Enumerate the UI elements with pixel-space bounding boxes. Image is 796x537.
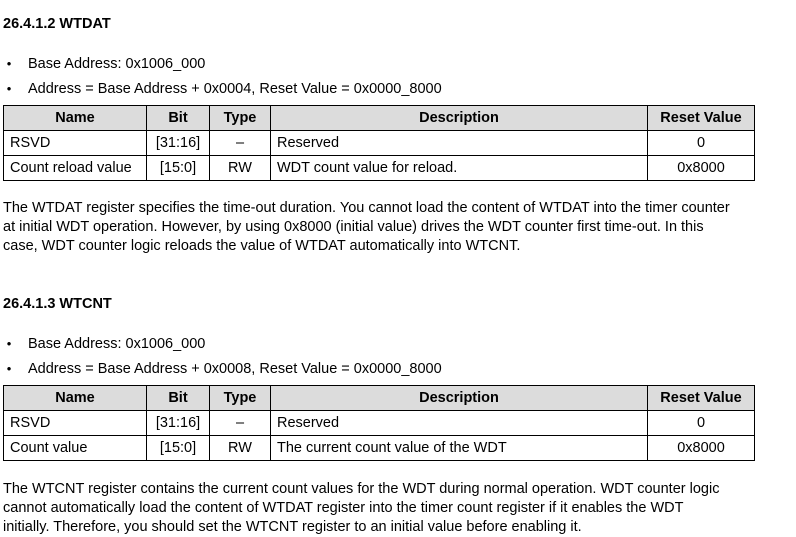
bullet-text: Address = Base Address + 0x0008, Reset Value = 0x0000_8000 [28, 361, 442, 377]
cell-type: RW [210, 156, 271, 181]
table-row [4, 411, 755, 436]
cell-reset-value: 0x8000 [648, 156, 755, 181]
column-header-type: Type [210, 386, 271, 411]
register-table [3, 385, 755, 461]
column-header-name: Name [4, 386, 147, 411]
column-header-reset-value: Reset Value [648, 386, 755, 411]
bullet-icon: • [6, 56, 12, 71]
bullet-list [3, 54, 755, 99]
cell-bit: [31:16] [147, 411, 210, 436]
bullet-icon: • [6, 336, 12, 351]
cell-type: RW [210, 436, 271, 461]
bullet-item [3, 79, 755, 99]
bullet-item [3, 334, 755, 354]
table-row [4, 436, 755, 461]
register-table [3, 105, 755, 181]
column-header-reset-value: Reset Value [648, 106, 755, 131]
table-header-row [4, 106, 755, 131]
table-row [4, 156, 755, 181]
description-paragraph [3, 480, 755, 537]
table-header-row [4, 386, 755, 411]
paragraph-line: initially. Therefore, you should set the WTCNT register to an initial value before enabling it. [3, 519, 582, 535]
bullet-text: Address = Base Address + 0x0004, Reset Value = 0x0000_8000 [28, 81, 442, 97]
section-heading: 26.4.1.2 WTDAT [3, 16, 111, 32]
paragraph-line: The WTDAT register specifies the time-out duration. You cannot load the content of WTDAT into the timer counter [3, 200, 730, 216]
bullet-item [3, 54, 755, 74]
bullet-text: Base Address: 0x1006_000 [28, 336, 206, 352]
cell-type: – [210, 131, 271, 156]
cell-name: RSVD [4, 411, 147, 436]
paragraph-line: at initial WDT operation. However, by using 0x8000 (initial value) drives the WDT counter first time-out. In this [3, 219, 704, 235]
table-row [4, 131, 755, 156]
cell-description: WDT count value for reload. [271, 156, 648, 181]
bullet-list [3, 334, 755, 379]
cell-description: The current count value of the WDT [271, 436, 648, 461]
cell-name: Count reload value [4, 156, 147, 181]
column-header-description: Description [271, 386, 648, 411]
cell-description: Reserved [271, 131, 648, 156]
wtdat-section [3, 14, 755, 256]
column-header-description: Description [271, 106, 648, 131]
cell-reset-value: 0x8000 [648, 436, 755, 461]
bullet-icon: • [6, 81, 12, 96]
paragraph-line: cannot automatically load the content of WTDAT register into the timer count register if it enables the WDT [3, 500, 684, 516]
column-header-bit: Bit [147, 106, 210, 131]
cell-description: Reserved [271, 411, 648, 436]
paragraph-line: case, WDT counter logic reloads the value of WTDAT automatically into WTCNT. [3, 238, 521, 254]
cell-bit: [15:0] [147, 156, 210, 181]
cell-name: RSVD [4, 131, 147, 156]
cell-bit: [31:16] [147, 131, 210, 156]
column-header-type: Type [210, 106, 271, 131]
cell-name: Count value [4, 436, 147, 461]
bullet-item [3, 359, 755, 379]
section-heading: 26.4.1.3 WTCNT [3, 296, 112, 312]
column-header-name: Name [4, 106, 147, 131]
cell-bit: [15:0] [147, 436, 210, 461]
cell-reset-value: 0 [648, 131, 755, 156]
bullet-icon: • [6, 361, 12, 376]
paragraph-line: The WTCNT register contains the current count values for the WDT during normal operation. WDT counter logic [3, 481, 720, 497]
bullet-text: Base Address: 0x1006_000 [28, 56, 206, 72]
column-header-bit: Bit [147, 386, 210, 411]
cell-type: – [210, 411, 271, 436]
cell-reset-value: 0 [648, 411, 755, 436]
description-paragraph [3, 199, 755, 256]
wtcnt-section [3, 294, 755, 537]
